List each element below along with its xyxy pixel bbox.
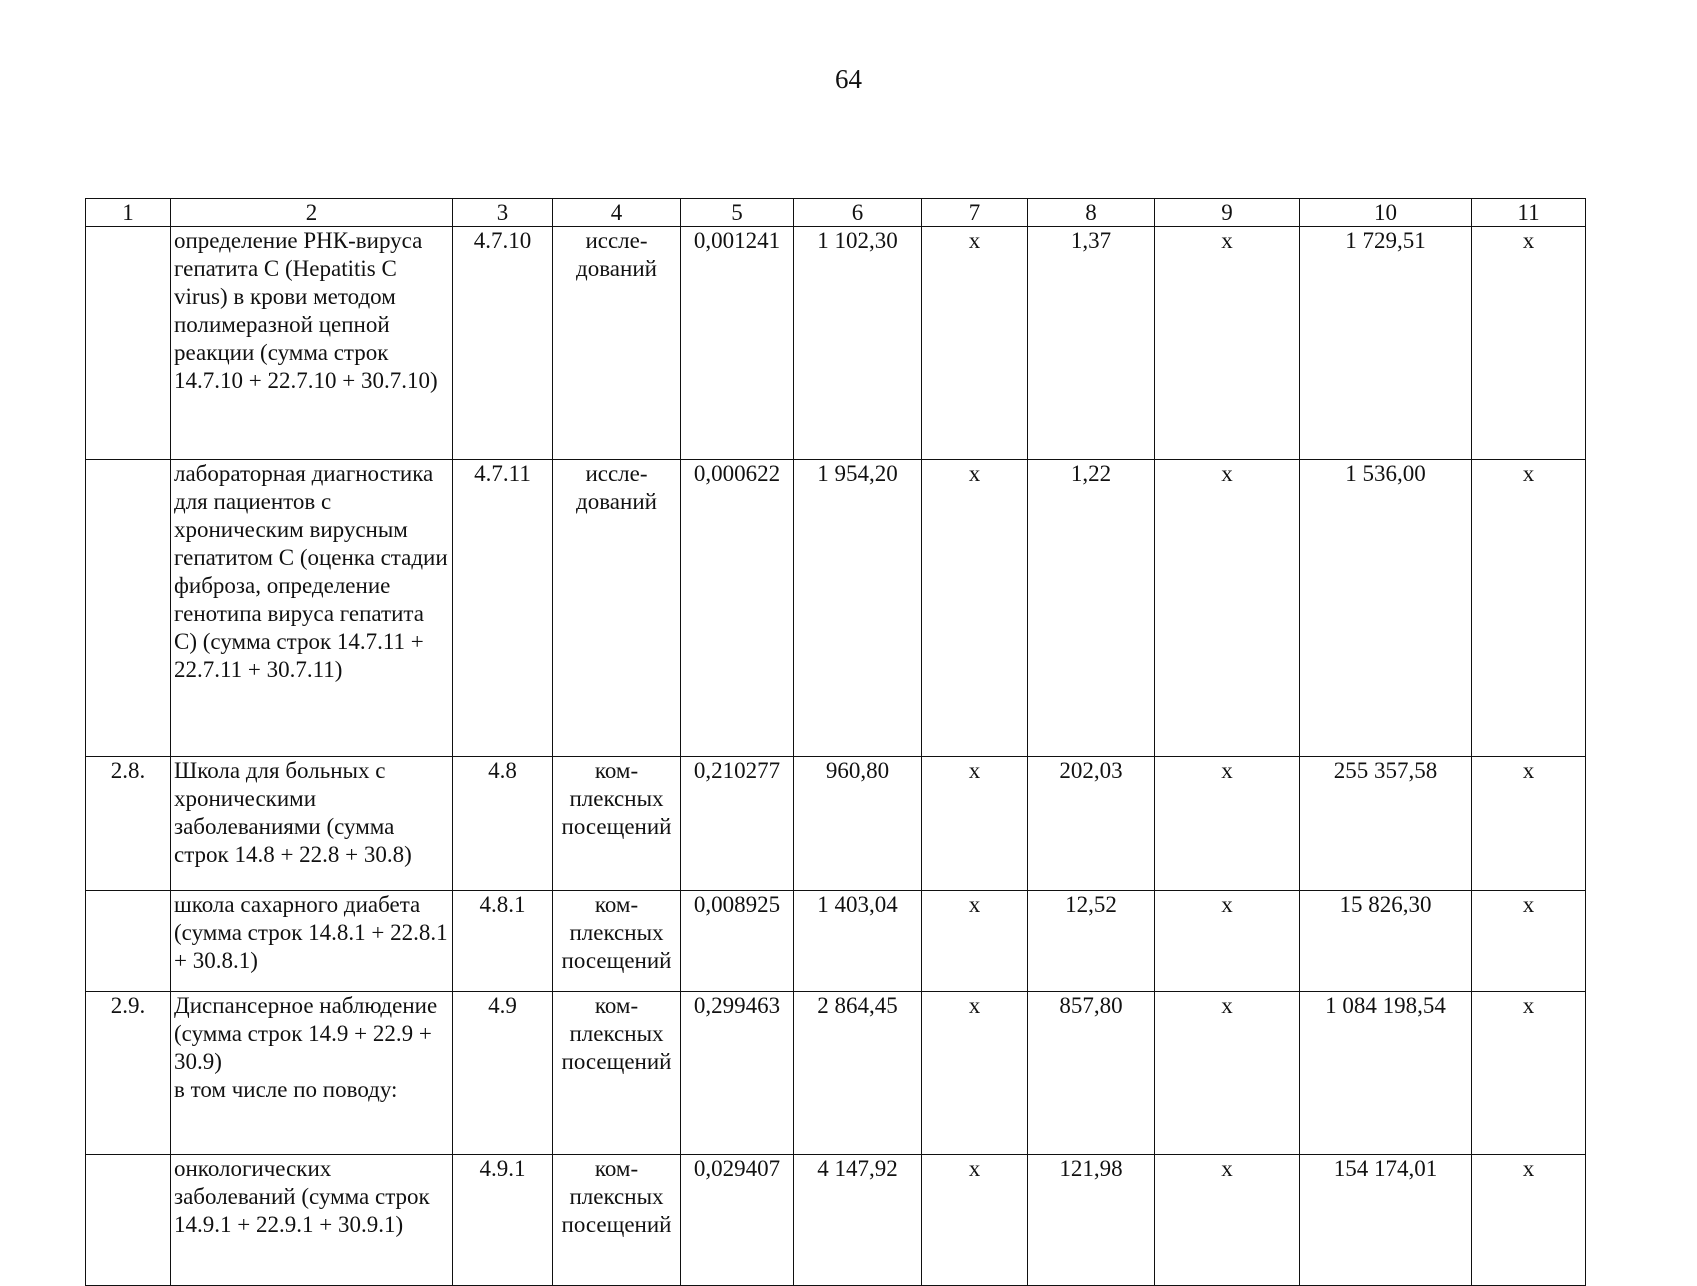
row-number: 2.9. (86, 992, 171, 1155)
row-code: 4.9.1 (453, 1155, 553, 1286)
row-col-7: х (922, 992, 1028, 1155)
row-col-6: 1 403,04 (794, 891, 922, 992)
row-col-11: х (1472, 227, 1586, 460)
column-header-1: 1 (86, 199, 171, 227)
row-col-11: х (1472, 891, 1586, 992)
row-number (86, 460, 171, 757)
column-header-3: 3 (453, 199, 553, 227)
row-col-8: 1,22 (1028, 460, 1155, 757)
page-number: 64 (835, 64, 862, 94)
row-unit: ком- плексных посещений (553, 992, 681, 1155)
row-col-11: х (1472, 1155, 1586, 1286)
row-unit: ком- плексных посещений (553, 1155, 681, 1286)
row-code: 4.8 (453, 757, 553, 891)
row-col-8: 121,98 (1028, 1155, 1155, 1286)
row-col-7: х (922, 1155, 1028, 1286)
row-col-5: 0,008925 (681, 891, 794, 992)
row-col-9: х (1155, 227, 1300, 460)
row-col-7: х (922, 460, 1028, 757)
row-name: школа сахарного диабета (сумма строк 14.8.1 + 22.8.1 + 30.8.1) (171, 891, 453, 992)
row-col-8: 857,80 (1028, 992, 1155, 1155)
column-header-7: 7 (922, 199, 1028, 227)
row-col-5: 0,000622 (681, 460, 794, 757)
row-col-10: 1 729,51 (1300, 227, 1472, 460)
row-col-6: 1 954,20 (794, 460, 922, 757)
row-col-11: х (1472, 992, 1586, 1155)
row-unit: иссле- дований (553, 227, 681, 460)
row-name: лабораторная диагностика для пациентов с хроническим вирусным гепатитом С (оценка стадии фиброза, определение генотипа вируса гепатита С) (сумма строк 14.7.11 + 22.7.11 + 30.7.11) (171, 460, 453, 757)
row-col-7: х (922, 757, 1028, 891)
row-code: 4.7.11 (453, 460, 553, 757)
column-header-2: 2 (171, 199, 453, 227)
row-number (86, 1155, 171, 1286)
column-header-11: 11 (1472, 199, 1586, 227)
row-name: определение РНК-вируса гепатита С (Hepatitis C virus) в крови методом полимеразной цепной реакции (сумма строк 14.7.10 + 22.7.10 + 30.7.10) (171, 227, 453, 460)
row-col-8: 12,52 (1028, 891, 1155, 992)
row-col-6: 1 102,30 (794, 227, 922, 460)
column-header-9: 9 (1155, 199, 1300, 227)
column-header-10: 10 (1300, 199, 1472, 227)
row-col-8: 1,37 (1028, 227, 1155, 460)
row-col-8: 202,03 (1028, 757, 1155, 891)
row-name: онкологических заболеваний (сумма строк 14.9.1 + 22.9.1 + 30.9.1) (171, 1155, 453, 1286)
row-unit: ком- плексных посещений (553, 757, 681, 891)
column-header-6: 6 (794, 199, 922, 227)
row-col-5: 0,029407 (681, 1155, 794, 1286)
row-code: 4.8.1 (453, 891, 553, 992)
row-col-11: х (1472, 757, 1586, 891)
table-row (86, 1155, 1586, 1286)
row-unit: иссле- дований (553, 460, 681, 757)
column-header-4: 4 (553, 199, 681, 227)
row-number (86, 227, 171, 460)
row-col-10: 1 536,00 (1300, 460, 1472, 757)
header-row (86, 199, 1586, 227)
row-unit: ком- плексных посещений (553, 891, 681, 992)
row-number (86, 891, 171, 992)
row-col-6: 4 147,92 (794, 1155, 922, 1286)
column-header-8: 8 (1028, 199, 1155, 227)
row-col-10: 1 084 198,54 (1300, 992, 1472, 1155)
table-body (86, 227, 1586, 1286)
row-col-5: 0,299463 (681, 992, 794, 1155)
tariff-table (85, 198, 1586, 1286)
row-code: 4.9 (453, 992, 553, 1155)
row-col-10: 15 826,30 (1300, 891, 1472, 992)
table-row (86, 992, 1586, 1155)
row-col-6: 2 864,45 (794, 992, 922, 1155)
row-col-9: х (1155, 460, 1300, 757)
row-number: 2.8. (86, 757, 171, 891)
row-col-11: х (1472, 460, 1586, 757)
table-row (86, 757, 1586, 891)
column-header-5: 5 (681, 199, 794, 227)
row-col-7: х (922, 891, 1028, 992)
row-name: Школа для больных с хроническими заболеваниями (сумма строк 14.8 + 22.8 + 30.8) (171, 757, 453, 891)
row-name: Диспансерное наблюдение (сумма строк 14.9 + 22.9 + 30.9) в том числе по поводу: (171, 992, 453, 1155)
table-row (86, 227, 1586, 460)
table-header (86, 199, 1586, 227)
table-row (86, 460, 1586, 757)
row-col-9: х (1155, 1155, 1300, 1286)
row-col-10: 154 174,01 (1300, 1155, 1472, 1286)
row-code: 4.7.10 (453, 227, 553, 460)
row-col-9: х (1155, 992, 1300, 1155)
row-col-5: 0,001241 (681, 227, 794, 460)
row-col-9: х (1155, 757, 1300, 891)
row-col-6: 960,80 (794, 757, 922, 891)
row-col-10: 255 357,58 (1300, 757, 1472, 891)
row-col-7: х (922, 227, 1028, 460)
row-col-5: 0,210277 (681, 757, 794, 891)
row-col-9: х (1155, 891, 1300, 992)
table-row (86, 891, 1586, 992)
